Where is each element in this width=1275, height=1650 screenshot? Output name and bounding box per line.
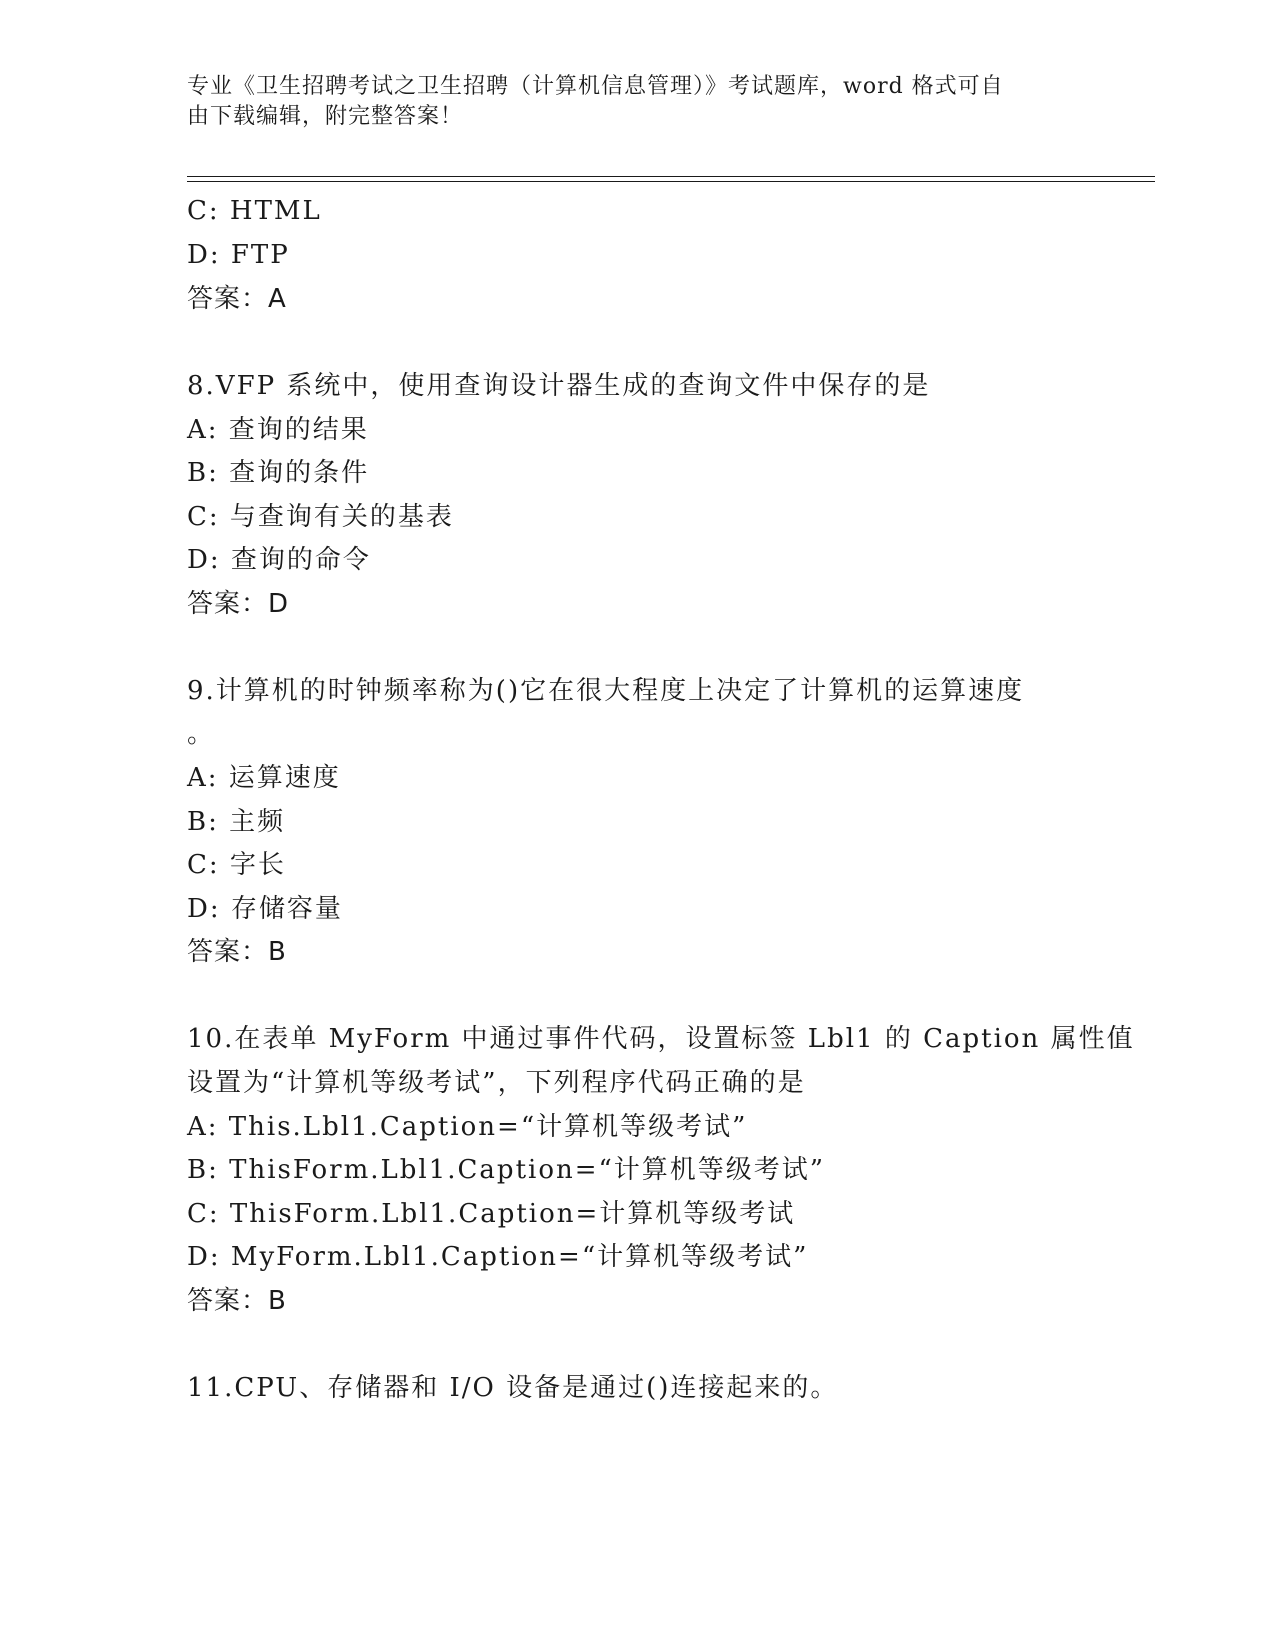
q9-option-a: A: 运算速度	[187, 763, 341, 793]
q10-option-d: D: MyForm.Lbl1.Caption=“计算机等级考试”	[187, 1242, 809, 1272]
q10-option-a: A: This.Lbl1.Caption=“计算机等级考试”	[187, 1112, 748, 1142]
q9-option-d: D: 存储容量	[187, 894, 343, 924]
q9-answer: 答案：B	[187, 937, 287, 967]
q11-stem: 11.CPU、存储器和 I/O 设备是通过()连接起来的。	[187, 1373, 839, 1403]
q10-option-c: C: ThisForm.Lbl1.Caption=计算机等级考试	[187, 1199, 796, 1229]
q8-answer: 答案：D	[187, 589, 290, 619]
q9-stem-line-1: 9.计算机的时钟频率称为()它在很大程度上决定了计算机的运算速度	[187, 676, 1025, 706]
q10-stem-line-1: 10.在表单 MyForm 中通过事件代码，设置标签 Lbl1 的 Caption 属性值	[187, 1024, 1135, 1054]
header-line-2: 由下载编辑，附完整答案！	[187, 104, 464, 129]
q7-option-d: D: FTP	[187, 240, 290, 270]
q8-option-a: A: 查询的结果	[187, 415, 369, 445]
q9-option-b: B: 主频	[187, 807, 286, 837]
header-divider-top	[187, 176, 1155, 177]
q9-option-c: C: 字长	[187, 850, 286, 880]
q7-option-c: C: HTML	[187, 196, 322, 226]
q8-option-c: C: 与查询有关的基表	[187, 502, 454, 532]
q8-option-d: D: 查询的命令	[187, 545, 371, 575]
document-header	[187, 72, 1067, 132]
header-line-1: 专业《卫生招聘考试之卫生招聘（计算机信息管理）》考试题库，word 格式可自	[187, 74, 1004, 99]
q10-answer: 答案：B	[187, 1286, 287, 1316]
q8-option-b: B: 查询的条件	[187, 458, 370, 488]
q8-stem: 8.VFP 系统中，使用查询设计器生成的查询文件中保存的是	[187, 371, 931, 401]
q10-option-b: B: ThisForm.Lbl1.Caption=“计算机等级考试”	[187, 1155, 826, 1185]
q9-stem-line-2: 。	[187, 719, 216, 749]
header-divider-bottom	[187, 181, 1155, 182]
q7-answer: 答案：A	[187, 284, 287, 314]
q10-stem-line-2: 设置为“计算机等级考试”，下列程序代码正确的是	[187, 1068, 806, 1098]
